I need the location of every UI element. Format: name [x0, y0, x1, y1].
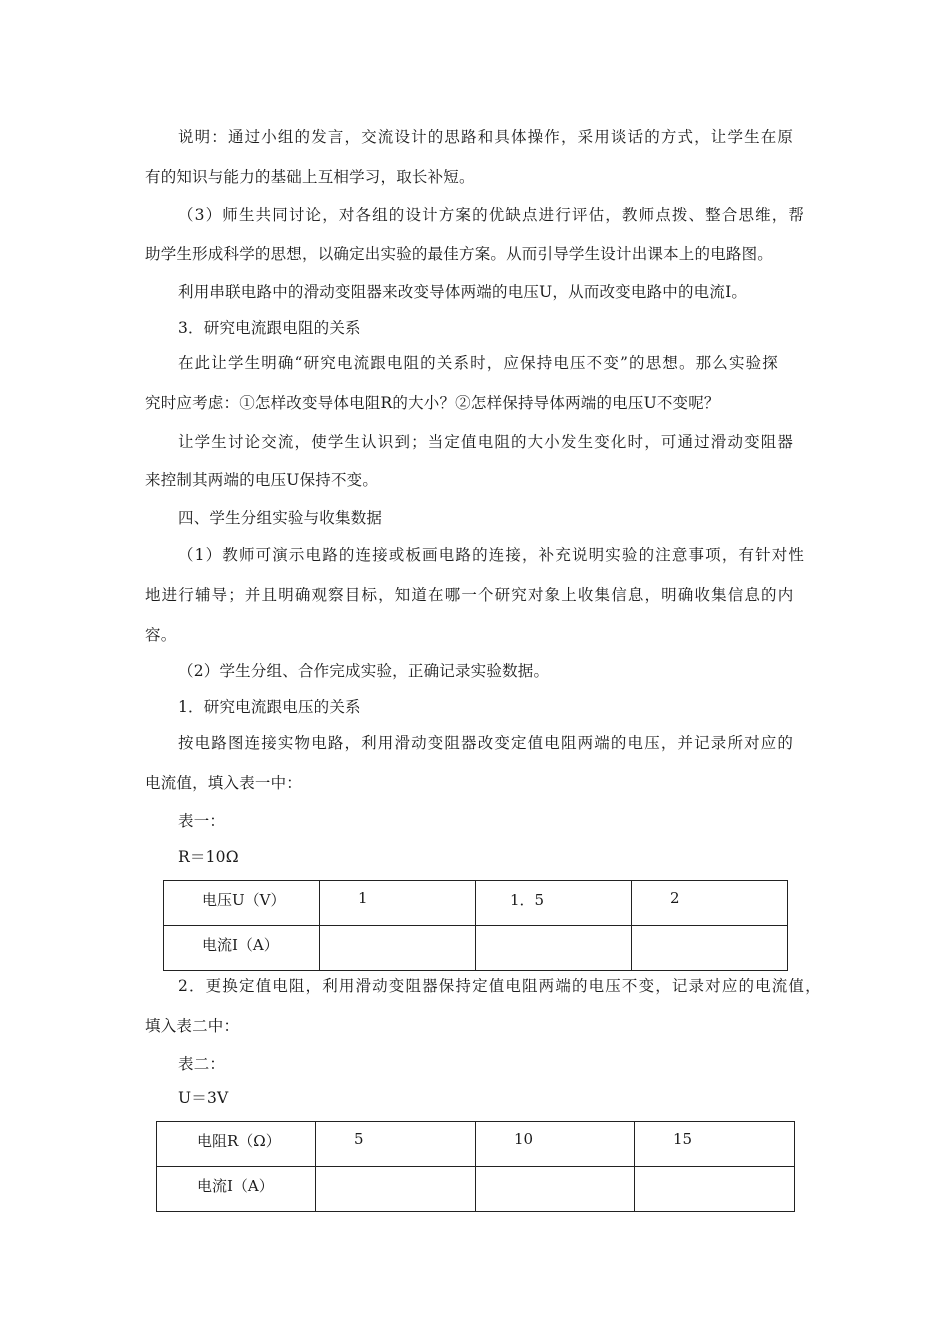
table-cell-empty [476, 1167, 635, 1212]
paragraph-series-circuit: 利用串联电路中的滑动变阻器来改变导体两端的电压U，从而改变电路中的电流I。 [178, 283, 748, 301]
table-cell: 10 [476, 1122, 635, 1167]
paragraph-teacher-demo-cont: 地进行辅导；并且明确观察目标，知道在哪一个研究对象上收集信息，明确收集信息的内 [145, 586, 795, 604]
table-row [157, 1167, 795, 1212]
table-header-cell: 电阻R（Ω） [157, 1122, 316, 1167]
table-row [164, 881, 788, 926]
table-row [164, 926, 788, 971]
table2-condition: U＝3V [178, 1089, 229, 1107]
paragraph-explanation: 说明：通过小组的发言，交流设计的思路和具体操作，采用谈话的方式，让学生在原 [178, 128, 795, 146]
paragraph-student-discussion: 让学生讨论交流，使学生认识到；当定值电阻的大小发生变化时，可通过滑动变阻器 [178, 433, 795, 451]
table-header-cell: 电流I（A） [157, 1167, 316, 1212]
table-cell-empty [316, 1167, 476, 1212]
table-header-cell: 电压U（V） [164, 881, 320, 926]
table2-label: 表二： [178, 1055, 226, 1073]
table-resistance-current [156, 1121, 795, 1212]
table-cell: 5 [316, 1122, 476, 1167]
table-cell-empty [632, 926, 788, 971]
table1-condition: R＝10Ω [178, 848, 239, 866]
paragraph-discussion: （3）师生共同讨论，对各组的设计方案的优缺点进行评估，教师点拨、整合思维，帮 [178, 206, 806, 224]
paragraph-clarify: 在此让学生明确“研究电流跟电阻的关系时，应保持电压不变”的思想。那么实验探 [178, 354, 779, 372]
paragraph-teacher-demo: （1）教师可演示电路的连接或板画电路的连接，补充说明实验的注意事项，有针对性 [178, 546, 806, 564]
table-cell-empty [635, 1167, 795, 1212]
table-cell: 15 [635, 1122, 795, 1167]
heading-current-resistance: 3．研究电流跟电阻的关系 [178, 319, 361, 337]
table-cell-empty [320, 926, 476, 971]
table-header-cell: 电流I（A） [164, 926, 320, 971]
paragraph-clarify-cont: 究时应考虑：①怎样改变导体电阻R的大小？②怎样保持导体两端的电压U不变呢？ [145, 394, 720, 412]
heading-current-voltage: 1．研究电流跟电压的关系 [178, 698, 361, 716]
section-heading-group-experiment: 四、学生分组实验与收集数据 [178, 509, 383, 527]
paragraph-discussion-cont: 助学生形成科学的思想，以确定出实验的最佳方案。从而引导学生设计出课本上的电路图。 [145, 245, 774, 263]
paragraph-connect-circuit: 按电路图连接实物电路，利用滑动变阻器改变定值电阻两端的电压，并记录所对应的 [178, 734, 795, 752]
table-cell: 1 [320, 881, 476, 926]
paragraph-explanation-cont: 有的知识与能力的基础上互相学习，取长补短。 [145, 168, 475, 186]
paragraph-change-resistor: 2．更换定值电阻，利用滑动变阻器保持定值电阻两端的电压不变，记录对应的电流值， [178, 977, 822, 995]
paragraph-student-discussion-cont: 来控制其两端的电压U保持不变。 [145, 471, 379, 489]
table-row [157, 1122, 795, 1167]
paragraph-connect-circuit-cont: 电流值，填入表一中： [145, 774, 303, 792]
table-cell: 2 [632, 881, 788, 926]
paragraph-student-groups: （2）学生分组、合作完成实验，正确记录实验数据。 [178, 662, 550, 680]
table-voltage-current [163, 880, 788, 971]
paragraph-change-resistor-cont: 填入表二中： [145, 1017, 240, 1035]
table-cell: 1．5 [476, 881, 632, 926]
table1-label: 表一： [178, 812, 226, 830]
paragraph-teacher-demo-end: 容。 [145, 626, 177, 644]
table-cell-empty [476, 926, 632, 971]
